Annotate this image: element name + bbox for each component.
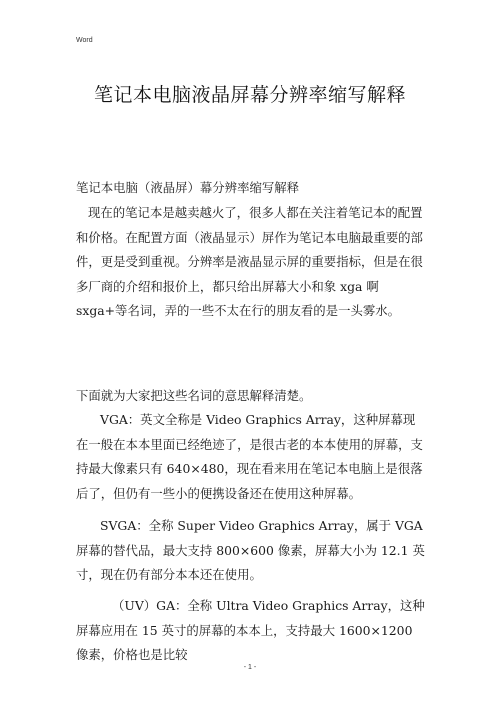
document-subtitle: 笔记本电脑（液晶屏）幕分辨率缩写解释 [76, 180, 300, 195]
paragraph-vga: VGA：英文全称是 Video Graphics Array，这种屏幕现在一般在本本里面已经绝迹了，是很古老的本本使用的屏幕，支持最大像素只有 640×480，现在看来用在笔记本电脑上是很落后了，但仍有一些小的便携设备还在使用这种屏幕。 [76, 412, 423, 501]
page-number: - 1 - [243, 664, 257, 671]
document-title: 笔记本电脑液晶屏幕分辨率缩写解释 [93, 84, 406, 106]
paragraph-intro: 现在的笔记本是越卖越火了，很多人都在关注着笔记本的配置和价格。在配置方面（液晶显示）屏作为笔记本电脑最重要的部件，更是受到重视。分辨率是液晶显示屏的重要指标，但是在很多厂商的介绍和报价上，都只给出屏幕大小和象 xga 啊 sxga+等名词，弄的一些不太在行的朋友看的是一头雾水。 [76, 205, 423, 318]
paragraph-uvga: （UV）GA：全称 Ultra Video Graphics Array，这种屏幕应用在 15 英寸的屏幕的本本上，支持最大 1600×1200 像素，价格也是比较 [76, 598, 425, 662]
paragraph-svga: SVGA：全称 Super Video Graphics Array，属于 VGA 屏幕的替代品，最大支持 800×600 像素，屏幕大小为 12.1 英寸，现在仍有部分本本还在使用。 [76, 518, 425, 582]
paragraph-lead-in: 下面就为大家把这些名词的意思解释清楚。 [76, 388, 312, 403]
header-label: Word [76, 37, 93, 44]
